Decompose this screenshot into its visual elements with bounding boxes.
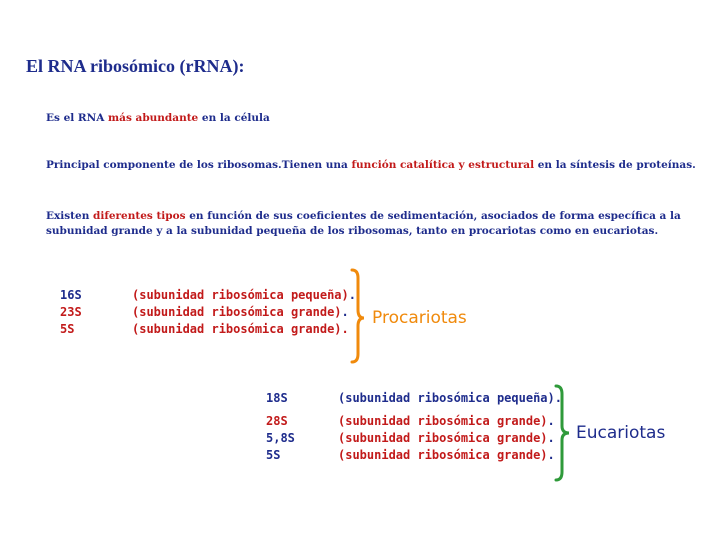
rrna-code: 5,8S (266, 431, 295, 445)
rrna-code: 5S (60, 322, 75, 336)
page-title: El RNA ribosómico (rRNA): (26, 56, 245, 76)
rrna-description: (subunidad ribosómica grande). (338, 431, 555, 445)
highlight-text: diferentes tipos (92, 210, 186, 222)
eukaryotes-label: Eucariotas (576, 423, 666, 443)
prokaryotes-group (60, 288, 540, 348)
prokaryotes-label: Procariotas (372, 308, 467, 328)
rrna-code: 28S (266, 414, 288, 428)
rrna-description: (subunidad ribosómica grande). (132, 305, 349, 319)
paragraph-types (46, 209, 681, 239)
paragraph-text: en la síntesis de proteínas. (534, 159, 696, 171)
paragraph-function (46, 158, 696, 173)
rrna-code: 16S (60, 288, 82, 302)
highlight-text: función catalítica y estructural (351, 159, 535, 171)
rrna-description: (subunidad ribosómica grande). (338, 414, 555, 428)
paragraph-text: Existen (46, 210, 93, 222)
paragraph-text: en la célula (198, 112, 270, 124)
prokaryotes-brace (346, 266, 370, 366)
rrna-description: (subunidad ribosómica pequeña). (338, 391, 562, 405)
rrna-code: 18S (266, 391, 288, 405)
paragraph-text: en función de sus coeficientes de sedimentación, asociados de forma específica a la (185, 210, 681, 222)
highlight-text: más abundante (108, 112, 199, 124)
rrna-description: (subunidad ribosómica grande). (338, 448, 555, 462)
paragraph-text: Principal componente de los ribosomas.Tienen una (46, 159, 352, 171)
eukaryotes-group (266, 391, 566, 466)
rrna-code: 5S (266, 448, 281, 462)
rrna-description: (subunidad ribosómica grande). (132, 322, 349, 336)
eukaryotes-brace (550, 382, 574, 484)
rrna-description: (subunidad ribosómica pequeña). (132, 288, 356, 302)
paragraph-text: Es el RNA (46, 112, 109, 124)
rrna-code: 23S (60, 305, 82, 319)
paragraph-abundance (46, 111, 270, 126)
paragraph-text: subunidad grande y a la subunidad pequeña de los ribosomas, tanto en procariotas como en eucariotas. (46, 225, 659, 237)
